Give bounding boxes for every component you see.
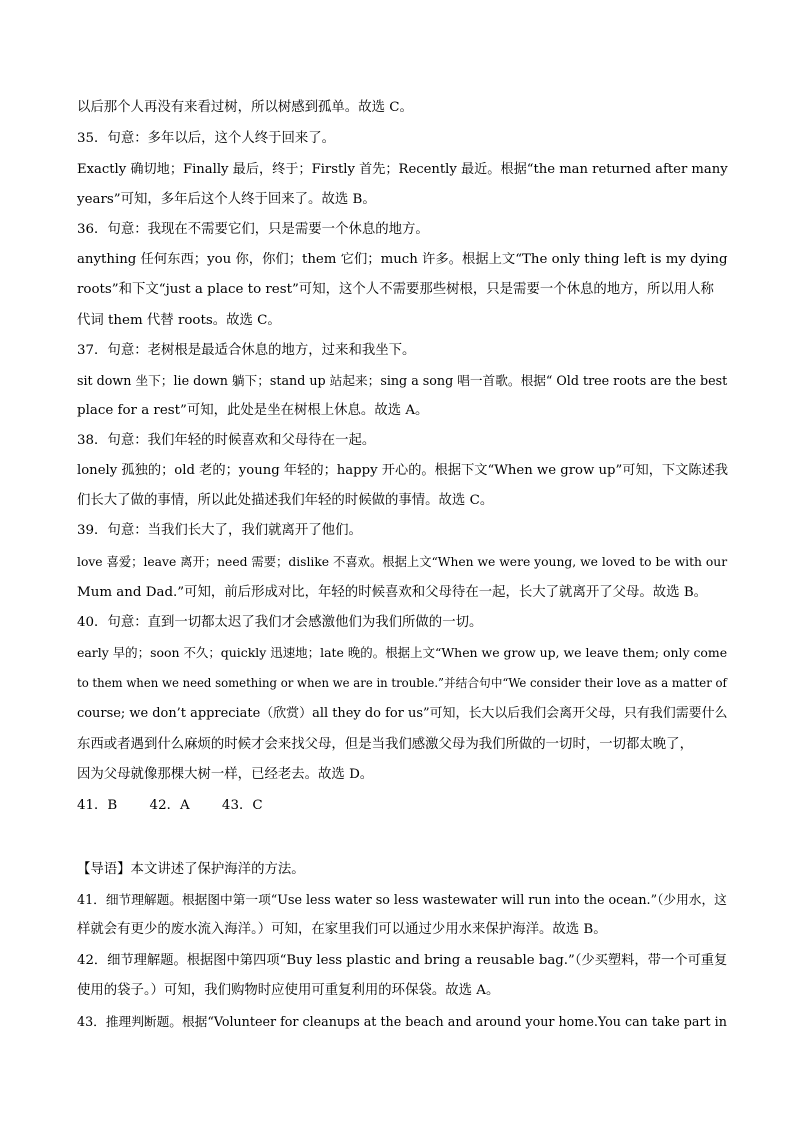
text-line: Exactly 确切地；Finally 最后，终于；Firstly 首先；Recently 最近。根据“the man returned after many bbox=[77, 162, 728, 177]
text-line: 39．句意：当我们长大了，我们就离开了他们。 bbox=[77, 523, 362, 538]
text-line: 38．句意：我们年轻的时候喜欢和父母待在一起。 bbox=[77, 433, 376, 448]
answer-list bbox=[77, 797, 727, 815]
text-line: to them when we need something or when we are in trouble.”并结合句中“We consider their love as a matter of bbox=[77, 676, 727, 690]
text-line: 42．细节理解题。根据图中第四项“Buy less plastic and bring a reusable bag.”（少买塑料，带一个可重复 bbox=[77, 953, 728, 968]
text-line: anything 任何东西；you 你，你们；them 它们；much 许多。根据上文“The only thing left is my dying bbox=[77, 252, 728, 267]
text-line: 以后那个人再没有来看过树，所以树感到孤单。故选 C。 bbox=[77, 100, 413, 115]
text-line: 使用的袋子。）可知，我们购物时应使用可重复利用的环保袋。故选 A。 bbox=[77, 983, 500, 998]
text-line: 36．句意：我现在不需要它们，只是需要一个休息的地方。 bbox=[77, 222, 429, 237]
text-line: roots”和下文“just a place to rest”可知，这个人不需要那些树根，只是需要一个休息的地方，所以用人称 bbox=[77, 282, 714, 297]
text-line: sit down 坐下；lie down 躺下；stand up 站起来；sing a song 唱一首歌。根据“ Old tree roots are the best bbox=[77, 373, 728, 388]
text-line: 代词 them 代替 roots。故选 C。 bbox=[77, 313, 281, 328]
text-line: 们长大了做的事情，所以此处描述我们年轻的时候做的事情。故选 C。 bbox=[77, 493, 494, 508]
intro-line: 【导语】本文讲述了保护海洋的方法。 bbox=[77, 862, 305, 877]
text-line: 40．句意：直到一切都太迟了我们才会感激他们为我们所做的一切。 bbox=[77, 615, 483, 630]
text-line: place for a rest”可知，此处是坐在树根上休息。故选 A。 bbox=[77, 403, 429, 418]
answer-42: 42．A bbox=[149, 798, 190, 813]
text-line: 东西或者遇到什么麻烦的时候才会来找父母，但是当我们感激父母为我们所做的一切时，一切都太晚了， bbox=[77, 737, 693, 752]
answer-41: 41．B bbox=[77, 798, 118, 813]
text-line: years”可知，多年后这个人终于回来了。故选 B。 bbox=[77, 192, 376, 207]
text-line: 样就会有更少的废水流入海洋。）可知，在家里我们可以通过少用水来保护海洋。故选 B。 bbox=[77, 922, 607, 937]
text-line: 35．句意：多年以后，这个人终于回来了。 bbox=[77, 131, 336, 146]
text-line: early 早的；soon 不久；quickly 迅速地；late 晚的。根据上文“When we grow up, we leave them; only come bbox=[77, 645, 728, 660]
text-line: 43．推理判断题。根据“Volunteer for cleanups at the beach and around your home.You can take part in bbox=[77, 1014, 727, 1029]
answer-43: 43．C bbox=[221, 798, 263, 813]
text-line: love 喜爱；leave 离开；need 需要；dislike 不喜欢。根据上文“When we were young, we loved to be with our bbox=[77, 555, 728, 569]
text-line: lonely 孤独的；old 老的；young 年轻的；happy 开心的。根据下文“When we grow up”可知，下文陈述我 bbox=[77, 463, 729, 478]
text-line: 因为父母就像那棵大树一样，已经老去。故选 D。 bbox=[77, 767, 374, 782]
text-line: 37．句意：老树根是最适合休息的地方，过来和我坐下。 bbox=[77, 343, 416, 358]
text-line: 41．细节理解题。根据图中第一项“Use less water so less wastewater will run into the ocean.”（少用水，这 bbox=[77, 892, 727, 907]
text-line: Mum and Dad.”可知，前后形成对比，年轻的时候喜欢和父母待在一起，长大了就离开了父母。故选 B。 bbox=[77, 585, 708, 600]
text-line: course; we don’t appreciate（欣赏）all they do for us”可知，长大以后我们会离开父母，只有我们需要什么 bbox=[77, 706, 728, 721]
